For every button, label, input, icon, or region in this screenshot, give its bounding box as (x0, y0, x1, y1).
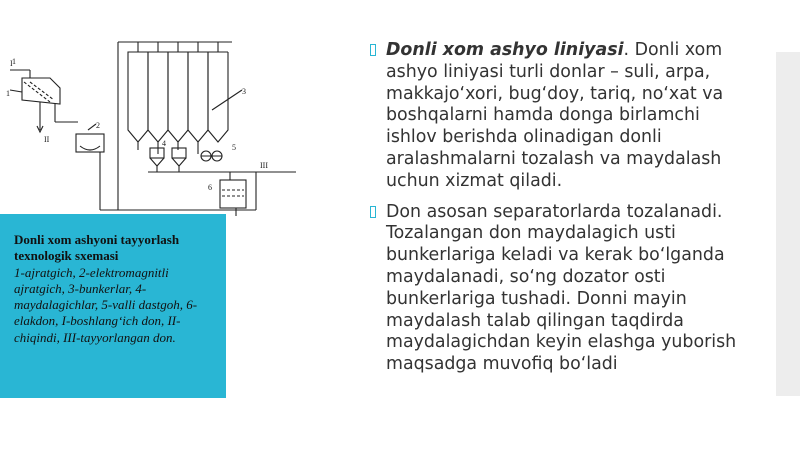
label-1a: 1 (12, 57, 16, 66)
caption-description: 1-ajratgich, 2-elektromagnitli ajratgich, 3-bunkerlar, 4-maydalagichlar, 5-valli dastgoh, 6-elakdon, I-boshlang‘ich don, II-chiqindi, III-tayyorlangan don. (14, 264, 198, 345)
label-6: 6 (208, 183, 212, 192)
sieve-6 (220, 180, 246, 208)
bullet-list (370, 40, 750, 385)
bunkers-3 (128, 42, 242, 142)
bullet-item (370, 40, 750, 193)
label-1b: 1 (6, 89, 10, 98)
crushers-4 (138, 142, 198, 166)
bullet-term: Donli xom ashyo liniyasi (386, 40, 624, 60)
caption-title: Donli xom ashyoni tayyorlash texnologik sxemasi (14, 232, 180, 264)
bullet-marker-icon (370, 206, 376, 218)
magnetic-separator-2 (76, 134, 104, 152)
label-III: III (260, 161, 268, 170)
label-II: II (44, 135, 50, 144)
separator-1 (22, 78, 60, 104)
bullet-marker-icon (370, 44, 376, 56)
process-diagram (0, 30, 300, 220)
caption (14, 232, 216, 346)
label-4: 4 (162, 139, 166, 148)
label-2: 2 (96, 121, 100, 130)
bullet-text: Don asosan separatorlarda tozalanadi. Tozalangan don maydalagich usti bunkerlariga keladi va kerak bo‘lganda maydalanadi, so‘ng dozator osti bunkerlariga tushadi. Donni mayin maydalash talab qilingan taqdirda maydalagichdan keyin elashga yuborish maqsadga muvofiq bo‘ladi (386, 201, 737, 375)
bullet-text: . Donli xom ashyo liniyasi turli donlar – suli, arpa, makkajo‘xori, bug‘doy, tariq, no‘xat va boshqalarni hamda donga birlamchi ishlov berishda olinadigan donli aralashmalarni tozalash va maydalash uchun xizmat qiladi. (386, 40, 724, 191)
label-5: 5 (232, 143, 236, 152)
label-3: 3 (242, 87, 246, 96)
bullet-item (370, 202, 750, 376)
label-I: I (10, 59, 13, 68)
side-panel (776, 52, 800, 396)
roller-mill-5 (201, 151, 222, 161)
